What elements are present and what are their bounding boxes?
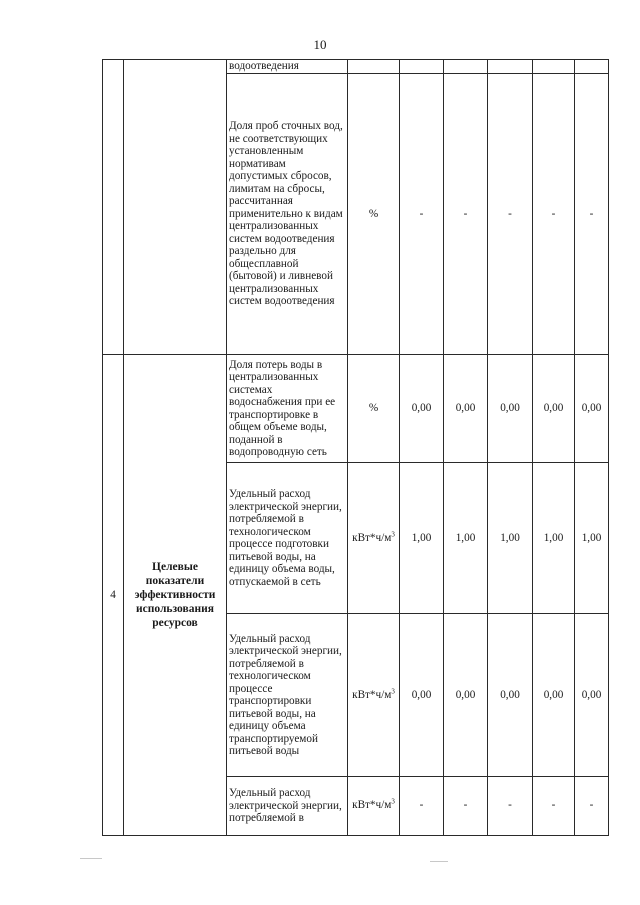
unit-cell: $кВт*ч/м^3$ xyxy=(348,614,400,777)
num-cell-empty xyxy=(103,60,124,355)
value-cell: - xyxy=(575,777,609,836)
value-cell: 0,00 xyxy=(444,614,488,777)
value-cell: 0,00 xyxy=(488,355,533,463)
group-number: 4 xyxy=(103,355,124,836)
value-cell: - xyxy=(575,74,609,355)
row-description: Удельный расход электрической энергии, потребляемой в технологическом процессе транспортировки питьевой воды, на единицу объема транспортируемой питьевой воды xyxy=(227,614,348,777)
scan-artifact xyxy=(430,861,448,862)
value-cell: 1,00 xyxy=(488,463,533,614)
value-cell: 0,00 xyxy=(575,355,609,463)
group-cell-empty xyxy=(124,60,227,355)
value-cell: - xyxy=(400,74,444,355)
value-cell: - xyxy=(488,777,533,836)
value-cell: 0,00 xyxy=(575,614,609,777)
value-cell: 1,00 xyxy=(400,463,444,614)
row-description: Доля потерь воды в централизованных системах водоснабжения при ее транспортировке в общем объеме воды, поданной в водопроводную сеть xyxy=(227,355,348,463)
row-description: водоотведения xyxy=(227,60,348,74)
table-row-stub xyxy=(103,60,609,74)
value-cell: - xyxy=(444,777,488,836)
value-cell: - xyxy=(400,777,444,836)
table-row xyxy=(103,355,609,463)
unit-cell: $кВт*ч/м^3$ xyxy=(348,463,400,614)
unit-cell: % xyxy=(348,355,400,463)
unit-cell: % xyxy=(348,74,400,355)
value-cell: 1,00 xyxy=(533,463,575,614)
value-cell: 1,00 xyxy=(444,463,488,614)
indicators-table xyxy=(102,59,609,836)
row-description: Удельный расход электрической энергии, потребляемой в xyxy=(227,777,348,836)
page-number: 10 xyxy=(313,37,327,52)
value-cell: 0,00 xyxy=(400,614,444,777)
value-cell: 0,00 xyxy=(444,355,488,463)
scan-artifact xyxy=(80,858,102,859)
value-cell: 0,00 xyxy=(400,355,444,463)
value-cell: 0,00 xyxy=(533,355,575,463)
value-cell: - xyxy=(488,74,533,355)
unit-cell: $кВт*ч/м^3$ xyxy=(348,777,400,836)
row-description: Доля проб сточных вод, не соответствующих установленным нормативам допустимых сбросов, лимитам на сбросы, рассчитанная применительно к видам централизованных систем водоотведения раздельно для общесплавной (бытовой) и ливневой централизованных систем водоотведения xyxy=(227,74,348,355)
value-cell: - xyxy=(533,777,575,836)
value-cell: 0,00 xyxy=(488,614,533,777)
row-description: Удельный расход электрической энергии, потребляемой в технологическом процессе подготовки питьевой воды, на единицу объема воды, отпускаемой в сеть xyxy=(227,463,348,614)
group-title: Целевые показатели эффективности использования ресурсов xyxy=(124,355,227,836)
value-cell: - xyxy=(533,74,575,355)
value-cell: 0,00 xyxy=(533,614,575,777)
value-cell: - xyxy=(444,74,488,355)
value-cell: 1,00 xyxy=(575,463,609,614)
